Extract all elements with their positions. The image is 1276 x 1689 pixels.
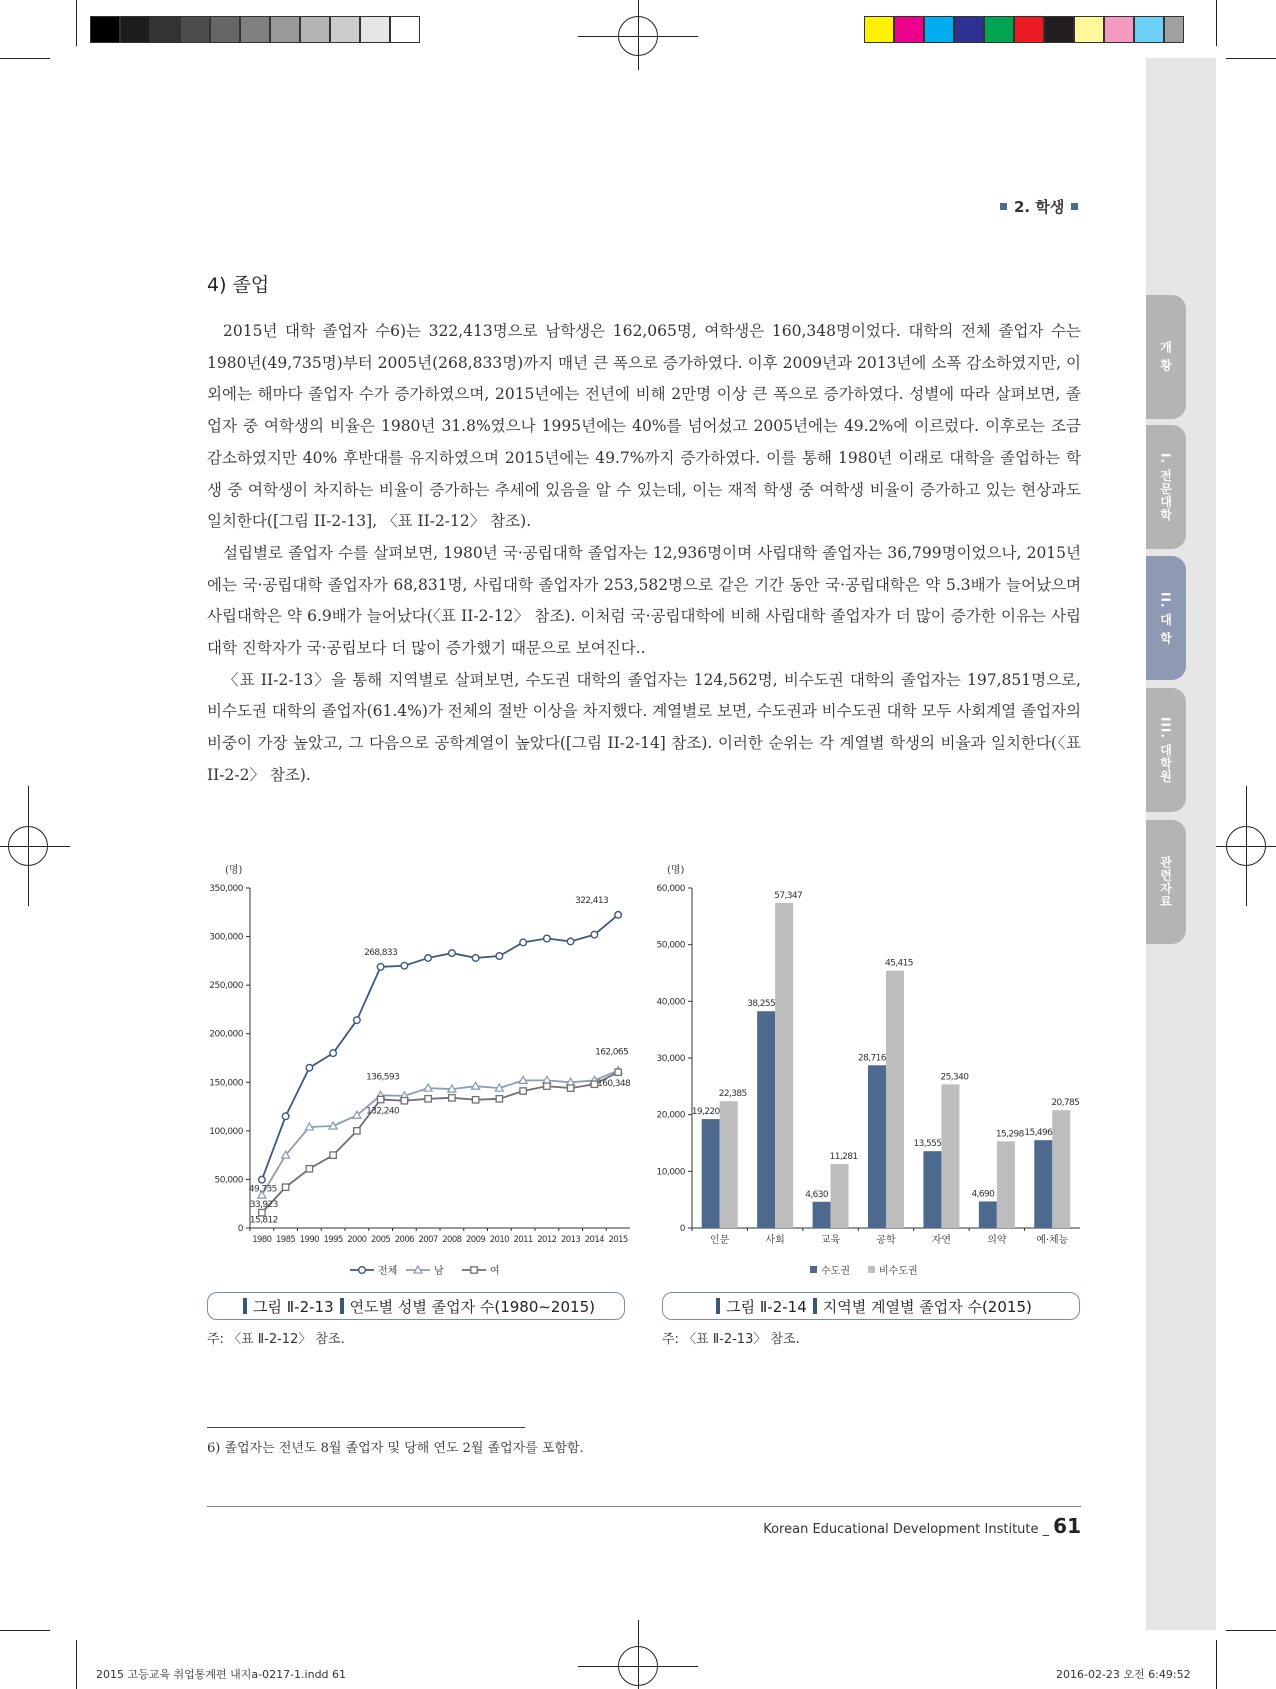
data-point — [472, 955, 479, 962]
data-point — [425, 1096, 431, 1102]
x-tick-label: 1995 — [323, 1235, 343, 1245]
bar-chart-unit-label: (명) — [667, 865, 685, 876]
tab-university-label: II. 대 학 — [1158, 591, 1173, 645]
data-label: 132,240 — [366, 1106, 400, 1117]
data-point — [567, 938, 574, 945]
data-point — [377, 964, 384, 971]
figure2-caption — [662, 1292, 1080, 1320]
slug-timestamp: 2016-02-23 오전 6:49:52 — [1056, 1668, 1191, 1681]
x-tick-label: 2000 — [347, 1235, 367, 1245]
legend-label: 남 — [434, 1266, 444, 1277]
figure1-note: 주: 〈표 Ⅱ-2-12〉 참조. — [207, 1332, 345, 1347]
figure2-title: 지역별 계열별 졸업자 수(2015) — [822, 1297, 1032, 1316]
y-tick-label: 0 — [237, 1224, 243, 1234]
caption-marker — [340, 1298, 344, 1314]
data-point — [401, 1098, 407, 1104]
data-label: 49,735 — [248, 1184, 277, 1195]
bar-data-label: 19,220 — [691, 1107, 720, 1118]
x-tick-label: 의약 — [987, 1235, 1007, 1246]
bar-수도권-자연 — [923, 1151, 941, 1228]
data-point — [496, 953, 503, 960]
bar-비수도권-예·체능 — [1052, 1110, 1070, 1228]
footer-rule — [207, 1506, 1081, 1507]
data-point — [471, 1267, 477, 1273]
figure1-caption — [207, 1292, 625, 1320]
running-header — [1000, 196, 1078, 217]
bar-data-label: 45,415 — [885, 958, 913, 969]
bar-비수도권-사회 — [775, 903, 793, 1228]
data-point — [306, 1166, 312, 1172]
tab-graduate-school[interactable] — [1146, 688, 1186, 812]
bar-data-label: 11,281 — [829, 1152, 858, 1163]
data-label: 162,065 — [595, 1047, 629, 1058]
y-tick-label: 100,000 — [209, 1126, 243, 1137]
data-point — [377, 1096, 383, 1102]
paragraph-2: 설립별로 졸업자 수를 살펴보면, 1980년 국·공립대학 졸업자는 12,936명이며 사립대학 졸업자는 36,799명이었으나, 2015년에는 국·공립대학 졸업자가 68,831명, 사립대학 졸업자가 253,582명으로 같은 기간 동안 국·공립대학은 약 5.3배가 늘어났으며 사립대학은 약 6.9배가 늘어났다(〈표 II-2-12〉 참조). 이처럼 국·공립대학에 비해 사립대학 졸업자가 더 많이 증가한 이유는 사립대학 진학자가 국·공립보다 더 많이 증가했기 때문으로 보여진다.. — [207, 543, 1081, 658]
section-title: 4) 졸업 — [207, 274, 270, 296]
y-tick-label: 250,000 — [209, 981, 243, 992]
data-point — [496, 1096, 502, 1102]
y-tick-label: 200,000 — [209, 1029, 243, 1040]
caption-marker — [813, 1298, 817, 1314]
x-tick-label: 2015 — [608, 1235, 628, 1245]
x-tick-label: 2008 — [442, 1235, 462, 1245]
y-tick-label: 50,000 — [214, 1175, 243, 1186]
tab-related-data[interactable] — [1146, 820, 1186, 944]
figure1-number: 그림 Ⅱ-2-13 — [253, 1297, 334, 1316]
bar-수도권-의약 — [979, 1201, 997, 1228]
header-bullet-right — [1071, 203, 1078, 210]
bar-비수도권-인문 — [720, 1101, 738, 1228]
paragraph-3: 〈표 II-2-13〉을 통해 지역별로 살펴보면, 수도권 대학의 졸업자는 124,562명, 비수도권 대학의 졸업자는 197,851명으로, 비수도권 대학의 졸업자(61.4%)가 전체의 절반 이상을 차지했다. 계열별로 보면, 수도권과 비수도권 대학 모두 사회계열 졸업자의 비중이 가장 높았고, 그 다음으로 공학계열이 높았다([그림 II-2-14] 참조). 이러한 순위는 각 계열별 학생의 비율과 일치한다(〈표 II-2-2〉 참조). — [207, 670, 1081, 784]
x-tick-label: 1985 — [276, 1235, 296, 1245]
slug-filename: 2015 고등교육 취업통계편 내지a-0217-1.indd 61 — [96, 1668, 347, 1681]
bar-수도권-교육 — [813, 1202, 831, 1228]
y-tick-label: 40,000 — [656, 997, 685, 1008]
y-tick-label: 300,000 — [209, 932, 243, 943]
footer — [700, 1514, 1081, 1538]
data-point — [544, 1083, 550, 1089]
legend-swatch — [868, 1266, 875, 1273]
data-point — [354, 1128, 360, 1134]
bar-data-label: 4,630 — [805, 1189, 828, 1200]
data-point — [359, 1267, 366, 1274]
legend-label: 수도권 — [821, 1266, 850, 1277]
data-label: 136,593 — [366, 1072, 400, 1083]
x-tick-label: 교육 — [820, 1235, 841, 1246]
legend-swatch — [810, 1266, 817, 1273]
x-tick-label: 인문 — [710, 1235, 730, 1246]
series-line-전체 — [262, 915, 618, 1180]
tab-overview-label: 개 황 — [1158, 341, 1173, 373]
footer-institute: Korean Educational Development Institute _ — [763, 1522, 1050, 1537]
header-bullet-left — [1000, 203, 1007, 210]
y-tick-label: 20,000 — [656, 1110, 685, 1121]
data-point — [330, 1152, 336, 1158]
data-point — [615, 1069, 621, 1075]
bar-data-label: 15,496 — [1024, 1128, 1053, 1139]
data-point — [567, 1085, 573, 1091]
bar-비수도권-의약 — [997, 1141, 1015, 1228]
x-tick-label: 1990 — [299, 1235, 319, 1245]
y-tick-label: 30,000 — [656, 1054, 685, 1064]
data-point — [520, 939, 527, 946]
bar-data-label: 4,690 — [971, 1189, 995, 1200]
paragraph-1: 2015년 대학 졸업자 수6)는 322,413명으로 남학생은 162,065명, 여학생은 160,348명이었다. 대학의 전체 졸업자 수는 1980년(49,735명)부터 2005년(268,833명)까지 매년 큰 폭으로 증가하였다. 이후 2009년과 2013년에 소폭 감소하였지만, 이외에는 해마다 졸업자 수가 증가하였으며, 2015년에는 전년에 비해 2만명 이상 큰 폭으로 증가하였다. 성별에 따라 살펴보면, 졸업자 중 여학생의 비율은 1980년 31.8%였으나 1995년에는 40%를 넘어섰고 2005년에는 49.2%에 이르렀다. 이후로는 조금 감소하였지만 40% 후반대를 유지하였으며 2015년에는 49.7%까지 증가하였다. 이를 통해 1980년 이래로 대학을 졸업하는 학생 중 여학생이 차지하는 비율이 증가하는 추세에 있음을 알 수 있는데, 이는 재적 학생 중 여학생 비율이 증가하고 있는 현상과도 일치한다([그림 II-2-13], 〈표 II-2-12〉 참조). — [207, 322, 1081, 531]
series-line-여 — [262, 1072, 618, 1212]
bar-data-label: 20,785 — [1051, 1098, 1080, 1109]
data-point — [472, 1097, 478, 1103]
bar-data-label: 15,298 — [995, 1129, 1024, 1140]
data-point — [544, 935, 551, 942]
y-tick-label: 10,000 — [656, 1167, 685, 1178]
data-point — [401, 962, 408, 969]
y-tick-label: 60,000 — [656, 884, 685, 894]
tab-related-data-label: 관련자료 — [1158, 856, 1173, 908]
bar-data-label: 57,347 — [774, 891, 803, 902]
data-label: 322,413 — [575, 895, 609, 906]
data-point — [615, 911, 622, 918]
x-tick-label: 2006 — [394, 1235, 414, 1245]
x-tick-label: 2011 — [513, 1235, 533, 1245]
tab-junior-college-label: I. 전문대학 — [1158, 452, 1173, 522]
data-label: 268,833 — [364, 947, 398, 958]
tab-junior-college[interactable] — [1146, 425, 1186, 549]
y-tick-label: 350,000 — [209, 884, 243, 894]
bar-비수도권-자연 — [941, 1084, 959, 1228]
y-tick-label: 50,000 — [656, 940, 685, 951]
x-tick-label: 2009 — [466, 1235, 486, 1245]
bar-data-label: 13,555 — [913, 1139, 942, 1150]
body-text — [207, 316, 1081, 792]
page-number: 61 — [1053, 1514, 1081, 1538]
data-point — [259, 1176, 266, 1183]
figure2-note: 주: 〈표 Ⅱ-2-13〉 참조. — [662, 1332, 800, 1347]
tab-graduate-school-label: III. 대학원 — [1158, 716, 1173, 784]
data-point — [449, 1095, 455, 1101]
x-tick-label: 자연 — [931, 1235, 952, 1246]
data-point — [425, 955, 432, 962]
x-tick-label: 2007 — [418, 1235, 438, 1245]
y-tick-label: 0 — [679, 1224, 685, 1234]
data-point — [282, 1113, 289, 1120]
series-line-남 — [262, 1071, 618, 1195]
x-tick-label: 2013 — [561, 1235, 581, 1245]
data-point — [282, 1184, 288, 1190]
bar-data-label: 28,716 — [858, 1053, 886, 1064]
bar-data-label: 25,340 — [940, 1072, 969, 1083]
x-tick-label: 2012 — [537, 1235, 557, 1245]
bar-data-label: 38,255 — [747, 999, 776, 1010]
bar-수도권-예·체능 — [1034, 1140, 1052, 1228]
legend-label: 비수도권 — [879, 1266, 918, 1277]
data-point — [354, 1017, 361, 1024]
data-point — [591, 931, 598, 938]
footnote-rule — [207, 1427, 525, 1428]
data-label: 15,812 — [249, 1215, 278, 1226]
figure1-title: 연도별 성별 졸업자 수(1980∼2015) — [349, 1297, 595, 1316]
bar-chart — [650, 858, 1090, 1288]
bar-비수도권-교육 — [831, 1164, 849, 1228]
caption-marker — [243, 1298, 247, 1314]
caption-marker — [716, 1298, 720, 1314]
line-chart-unit-label: (명) — [225, 865, 243, 876]
data-label: 160,348 — [597, 1079, 631, 1090]
x-tick-label: 공학 — [876, 1235, 896, 1246]
bar-수도권-사회 — [757, 1011, 775, 1228]
data-point — [520, 1088, 526, 1094]
bar-수도권-공학 — [868, 1065, 886, 1228]
data-point — [306, 1064, 313, 1071]
x-tick-label: 예·체능 — [1036, 1235, 1069, 1246]
legend-label: 여 — [490, 1266, 500, 1277]
figure2-number: 그림 Ⅱ-2-14 — [726, 1297, 807, 1316]
bar-비수도권-공학 — [886, 971, 904, 1228]
bar-data-label: 22,385 — [718, 1089, 747, 1100]
legend-label: 전체 — [378, 1266, 398, 1277]
x-tick-label: 2010 — [489, 1235, 509, 1245]
data-label: 33,923 — [249, 1200, 278, 1211]
x-tick-label: 2005 — [371, 1235, 391, 1245]
data-point — [330, 1050, 337, 1057]
data-point — [449, 950, 456, 957]
line-chart — [205, 858, 645, 1288]
tab-university[interactable] — [1146, 556, 1186, 680]
header-section: 2. 학생 — [1014, 198, 1065, 216]
footnote: 6) 졸업자는 전년도 8월 졸업자 및 당해 연도 2월 졸업자를 포함함. — [207, 1441, 584, 1456]
x-tick-label: 1980 — [252, 1235, 272, 1245]
y-tick-label: 150,000 — [209, 1078, 243, 1089]
x-tick-label: 2014 — [584, 1235, 604, 1245]
tab-overview[interactable] — [1146, 295, 1186, 419]
x-tick-label: 사회 — [765, 1235, 785, 1246]
bar-수도권-인문 — [702, 1119, 720, 1228]
